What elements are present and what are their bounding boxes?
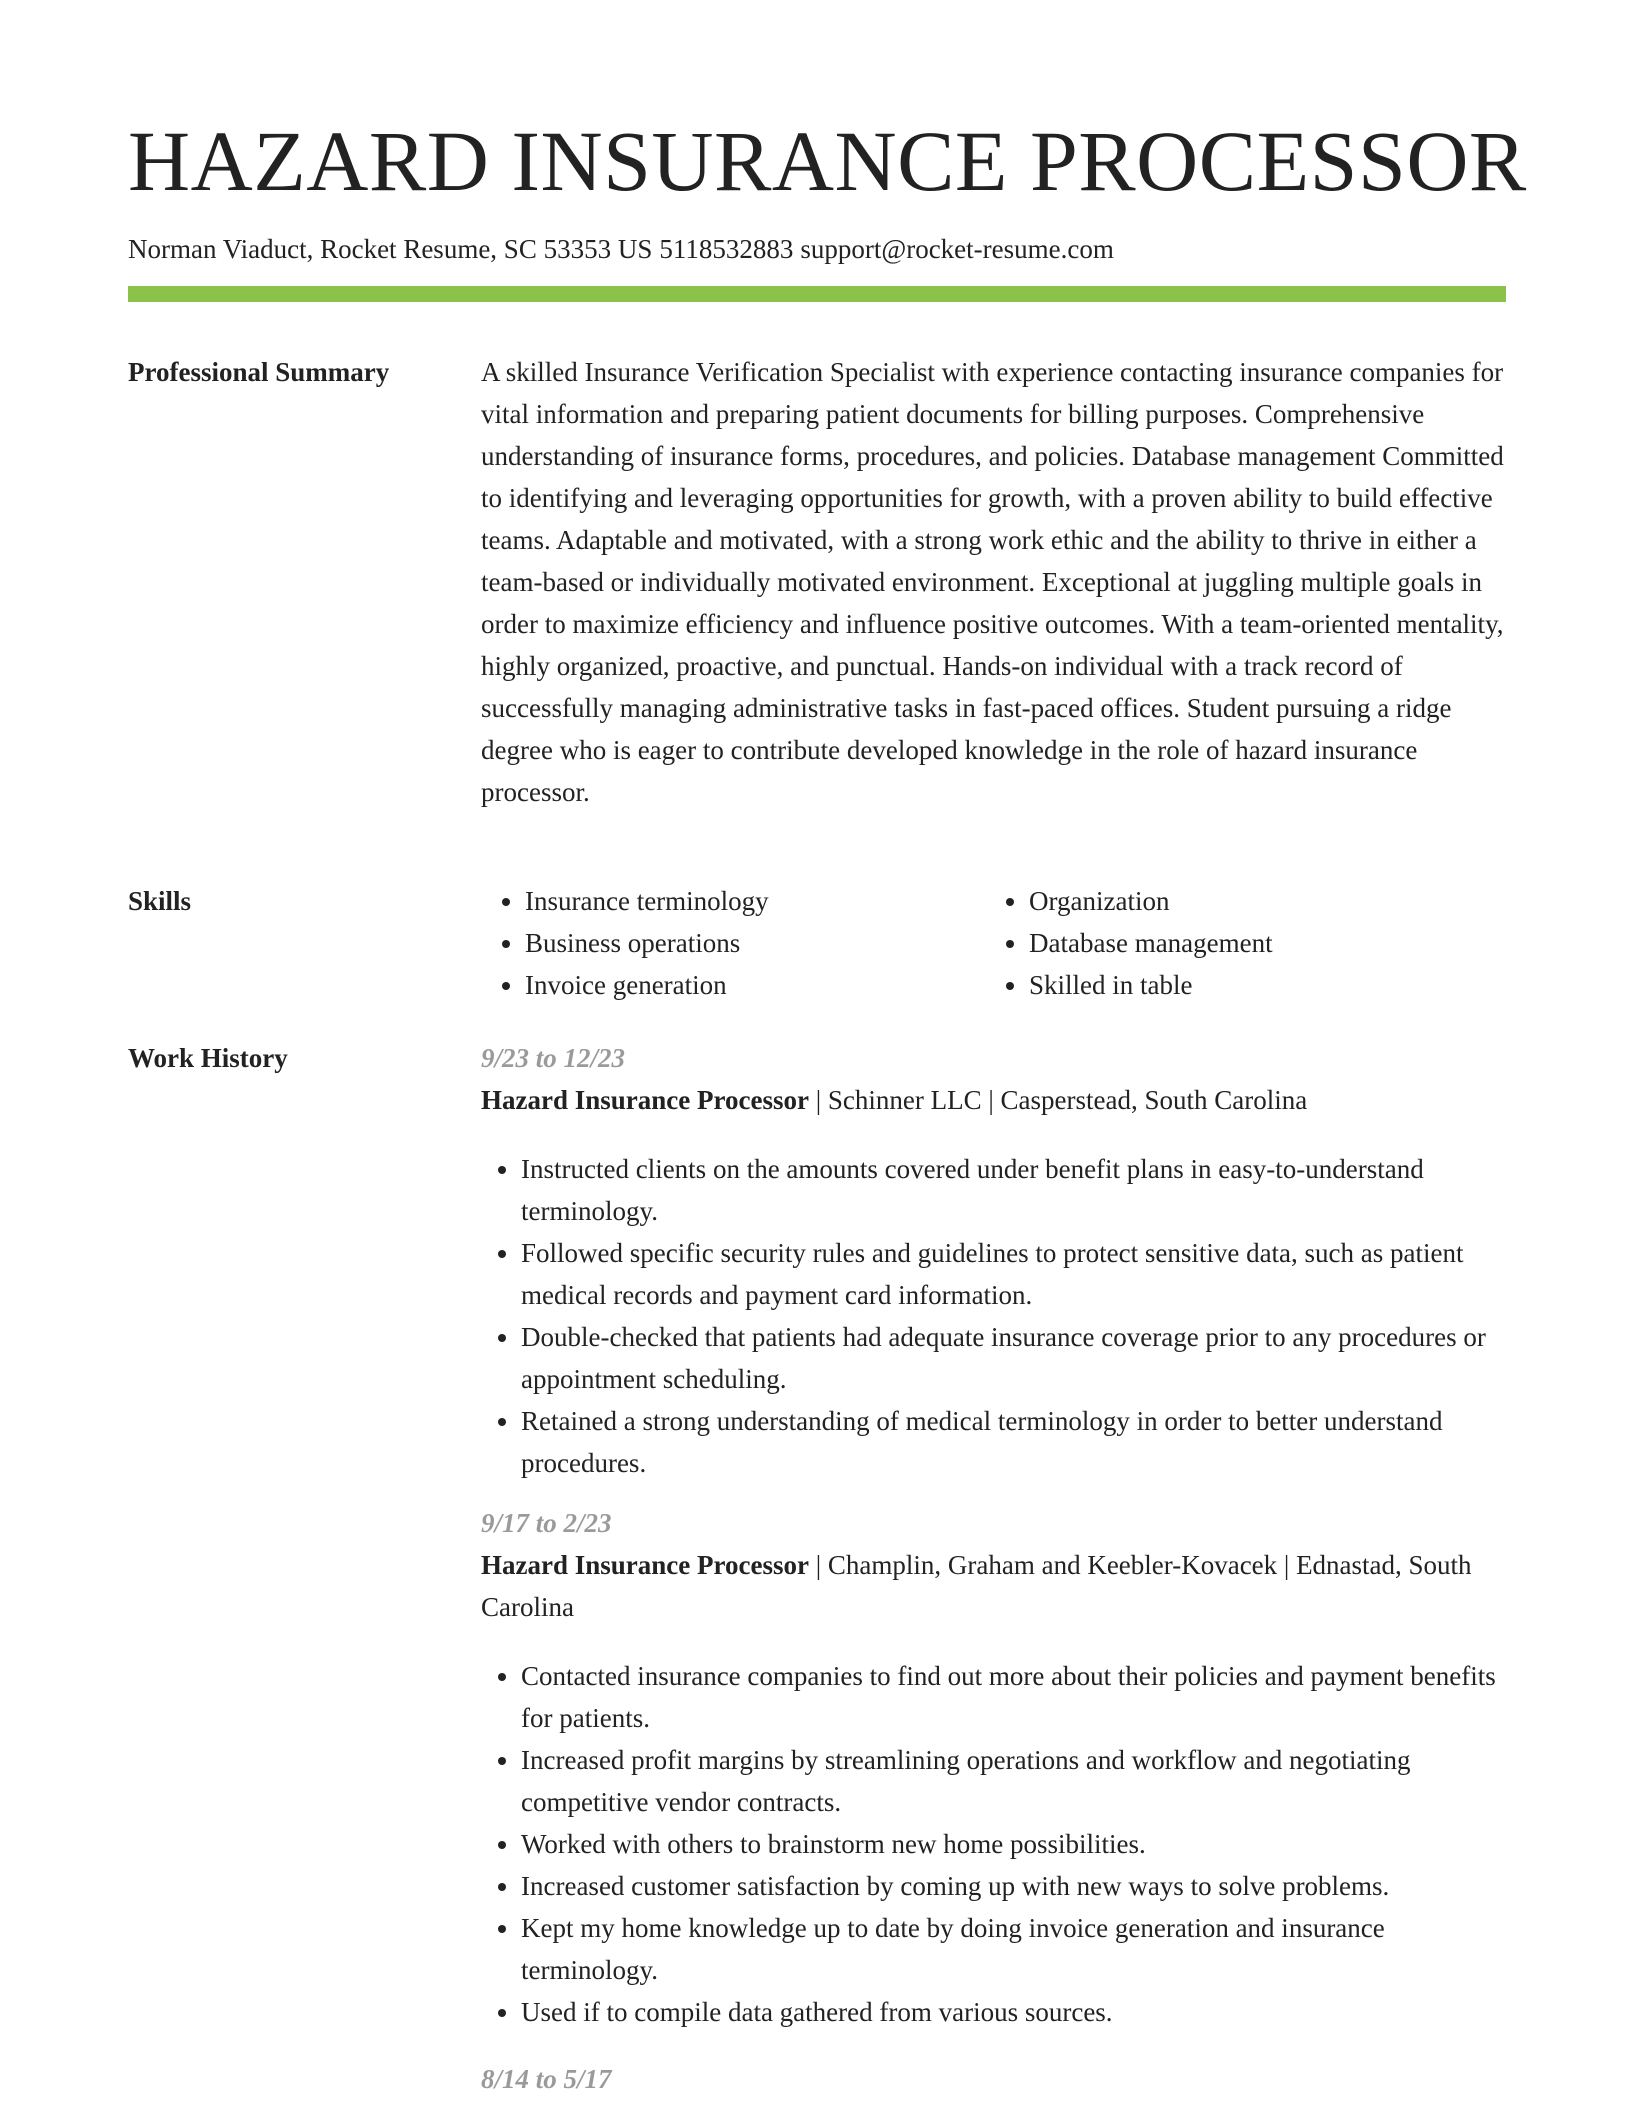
job-bullet: • Double-checked that patients had adequate insurance coverage prior to any procedures or appointment scheduling. [521,1316,1506,1400]
skill-item: • Business operations [525,922,985,964]
job-bullet: • Retained a strong understanding of medical terminology in order to better understand procedures. [521,1400,1506,1484]
header-divider [128,286,1506,302]
skill-item: • Database management [1029,922,1489,964]
resume-title: HAZARD INSURANCE PROCESSOR [128,113,1527,209]
job-heading [481,1079,1506,1121]
skill-item: • Organization [1029,880,1489,922]
job-bullet: • Increased profit margins by streamlining operations and workflow and negotiating competitive vendor contracts. [521,1739,1506,1823]
skill-item: • Insurance terminology [525,880,985,922]
contact-address: Norman Viaduct, Rocket Resume, SC 53353 US [128,234,653,264]
job-details: | Champlin, Graham and Keebler-Kovacek | Ednastad, South Carolina [481,1550,1472,1622]
job-bullets [481,1655,1506,2033]
job-details: | Schinner LLC | Casperstead, South Carolina [808,1085,1308,1115]
job-bullet: • Increased customer satisfaction by coming up with new ways to solve problems. [521,1865,1506,1907]
skills-column-2 [985,880,1489,1006]
summary-label: Professional Summary [128,357,390,387]
job-bullet: • Contacted insurance companies to find out more about their policies and payment benefits for patients. [521,1655,1506,1739]
job-dates: 8/14 to 5/17 [481,2064,612,2094]
job-dates: 9/23 to 12/23 [481,1043,626,1073]
job-bullets [481,1148,1506,1484]
skills-column-1 [481,880,985,1006]
contact-line [128,232,1114,266]
contact-phone: 5118532883 [659,234,794,264]
job-bullet: • Followed specific security rules and guidelines to protect sensitive data, such as patient medical records and payment card information. [521,1232,1506,1316]
work-history-label: Work History [128,1043,288,1073]
job-entry [481,2058,1506,2100]
contact-email: support@rocket-resume.com [800,234,1114,264]
skill-item: • Skilled in table [1029,964,1489,1006]
job-entry [481,1037,1506,1484]
summary-text: A skilled Insurance Verification Specialist with experience contacting insurance companies for vital information and preparing patient documents for billing purposes. Comprehensive understanding of insurance forms, procedures, and policies. Database management Committed to identifying and leveraging opportunities for growth, with a proven ability to build effective teams. Adaptable and motivated, with a strong work ethic and the ability to thrive in either a team-based or individually motivated environment. Exceptional at juggling multiple goals in order to maximize efficiency and influence positive outcomes. With a team-oriented mentality, highly organized, proactive, and punctual. Hands-on individual with a track record of successfully managing administrative tasks in fast-paced offices. Student pursuing a ridge degree who is eager to contribute developed knowledge in the role of hazard insurance processor. [481,357,1504,807]
job-bullet: • Worked with others to brainstorm new home possibilities. [521,1823,1506,1865]
skills-label: Skills [128,886,192,916]
summary-section [481,351,1506,813]
job-dates: 9/17 to 2/23 [481,1508,612,1538]
skills-section [481,880,1506,1006]
job-role: Hazard Insurance Processor [481,1085,809,1115]
job-bullet: • Kept my home knowledge up to date by doing invoice generation and insurance terminology. [521,1907,1506,1991]
job-bullet: • Used if to compile data gathered from various sources. [521,1991,1506,2033]
job-bullet: • Instructed clients on the amounts covered under benefit plans in easy-to-understand terminology. [521,1148,1506,1232]
job-role: Hazard Insurance Processor [481,1550,809,1580]
skill-item: • Invoice generation [525,964,985,1006]
job-entry [481,1502,1506,2033]
job-heading [481,1544,1506,1628]
